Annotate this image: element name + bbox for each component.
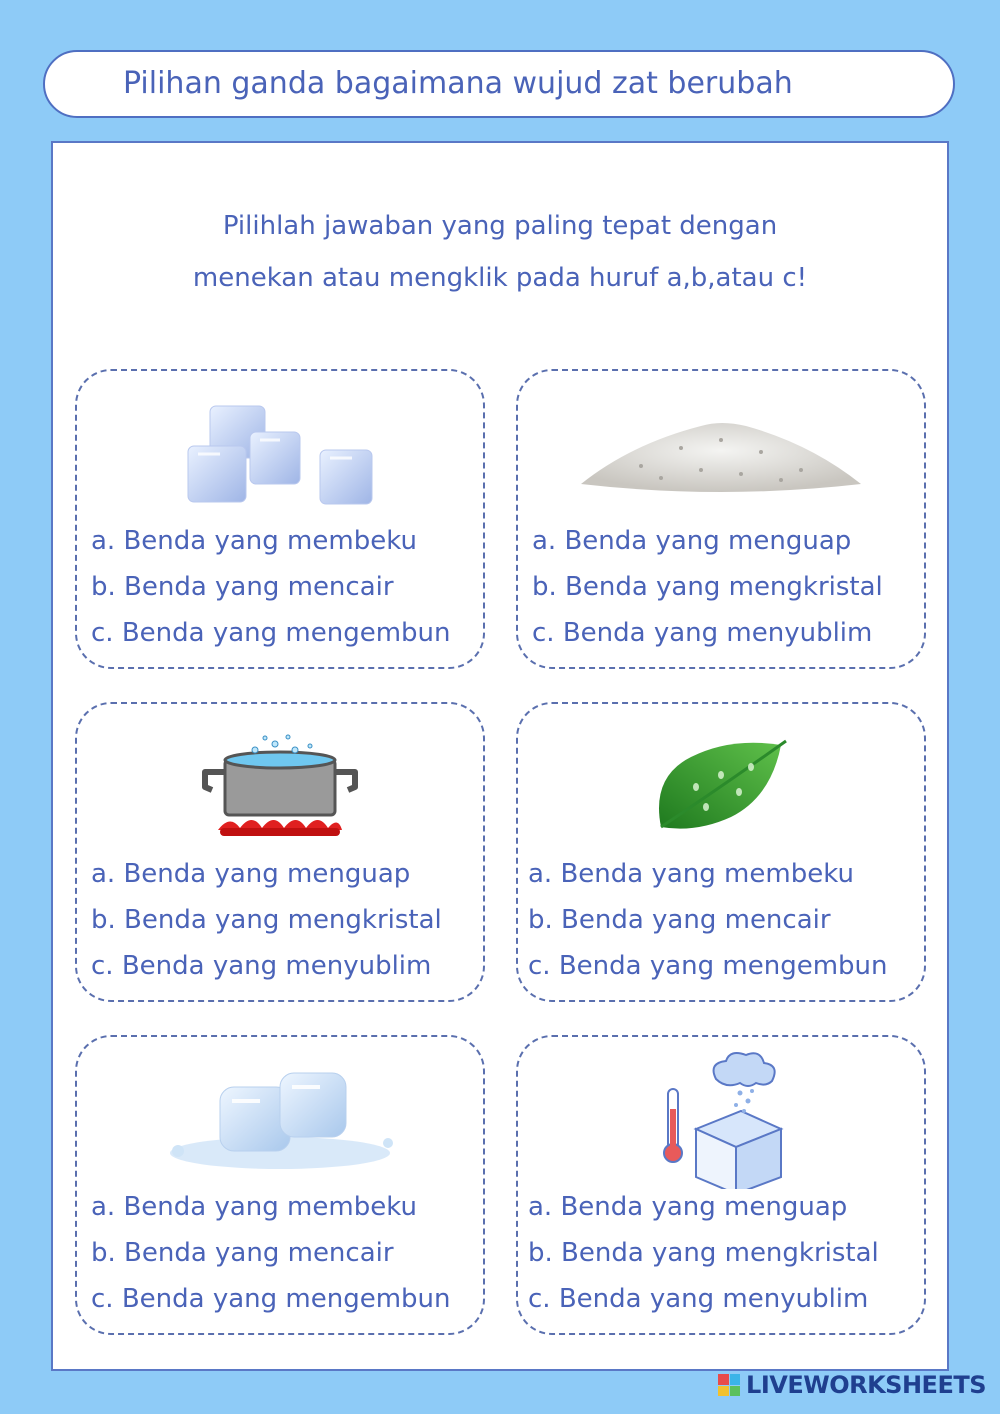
option-a[interactable]: a. Benda yang membeku bbox=[528, 859, 854, 889]
salt-pile-icon bbox=[518, 389, 924, 519]
instructions-line-1: Pilihlah jawaban yang paling tepat dengan bbox=[222, 211, 778, 241]
option-b[interactable]: b. Benda yang mencair bbox=[91, 572, 394, 602]
worksheet-panel bbox=[51, 141, 949, 1371]
option-c[interactable]: c. Benda yang menyublim bbox=[91, 951, 432, 981]
options-6 bbox=[528, 1184, 879, 1322]
option-a[interactable]: a. Benda yang membeku bbox=[91, 526, 417, 556]
option-b[interactable]: b. Benda yang mengkristal bbox=[91, 905, 442, 935]
liveworksheets-brand[interactable] bbox=[718, 1370, 986, 1400]
options-5 bbox=[91, 1184, 451, 1322]
question-card-3 bbox=[75, 702, 485, 1002]
instructions bbox=[53, 200, 947, 304]
boiling-pot-icon bbox=[77, 722, 483, 852]
question-card-5 bbox=[75, 1035, 485, 1335]
option-b[interactable]: b. Benda yang mencair bbox=[91, 1238, 394, 1268]
option-b[interactable]: b. Benda yang mencair bbox=[528, 905, 831, 935]
option-a[interactable]: a. Benda yang menguap bbox=[91, 859, 411, 889]
page-title: Pilihan ganda bagaimana wujud zat berubah bbox=[123, 66, 793, 101]
option-a[interactable]: a. Benda yang menguap bbox=[532, 526, 852, 556]
option-c[interactable]: c. Benda yang menyublim bbox=[528, 1284, 869, 1314]
melting-ice-icon bbox=[77, 1055, 483, 1185]
options-4 bbox=[528, 851, 888, 989]
question-card-6 bbox=[516, 1035, 926, 1335]
brand-text: LIVEWORKSHEETS bbox=[746, 1371, 986, 1399]
options-3 bbox=[91, 851, 442, 989]
sublimation-icon bbox=[518, 1049, 924, 1189]
option-c[interactable]: c. Benda yang mengembun bbox=[528, 951, 888, 981]
option-a[interactable]: a. Benda yang membeku bbox=[91, 1192, 417, 1222]
option-a[interactable]: a. Benda yang menguap bbox=[528, 1192, 848, 1222]
option-c[interactable]: c. Benda yang mengembun bbox=[91, 1284, 451, 1314]
options-2 bbox=[532, 518, 883, 656]
dewy-leaf-icon bbox=[518, 722, 924, 852]
question-card-2 bbox=[516, 369, 926, 669]
question-card-1 bbox=[75, 369, 485, 669]
option-c[interactable]: c. Benda yang menyublim bbox=[532, 618, 873, 648]
instructions-line-2: menekan atau mengklik pada huruf a,b,atau c! bbox=[192, 263, 808, 293]
ice-cubes-icon bbox=[77, 389, 483, 519]
liveworksheets-logo-icon bbox=[718, 1374, 740, 1396]
option-c[interactable]: c. Benda yang mengembun bbox=[91, 618, 451, 648]
title-bar bbox=[43, 50, 955, 118]
option-b[interactable]: b. Benda yang mengkristal bbox=[528, 1238, 879, 1268]
question-card-4 bbox=[516, 702, 926, 1002]
options-1 bbox=[91, 518, 451, 656]
option-b[interactable]: b. Benda yang mengkristal bbox=[532, 572, 883, 602]
